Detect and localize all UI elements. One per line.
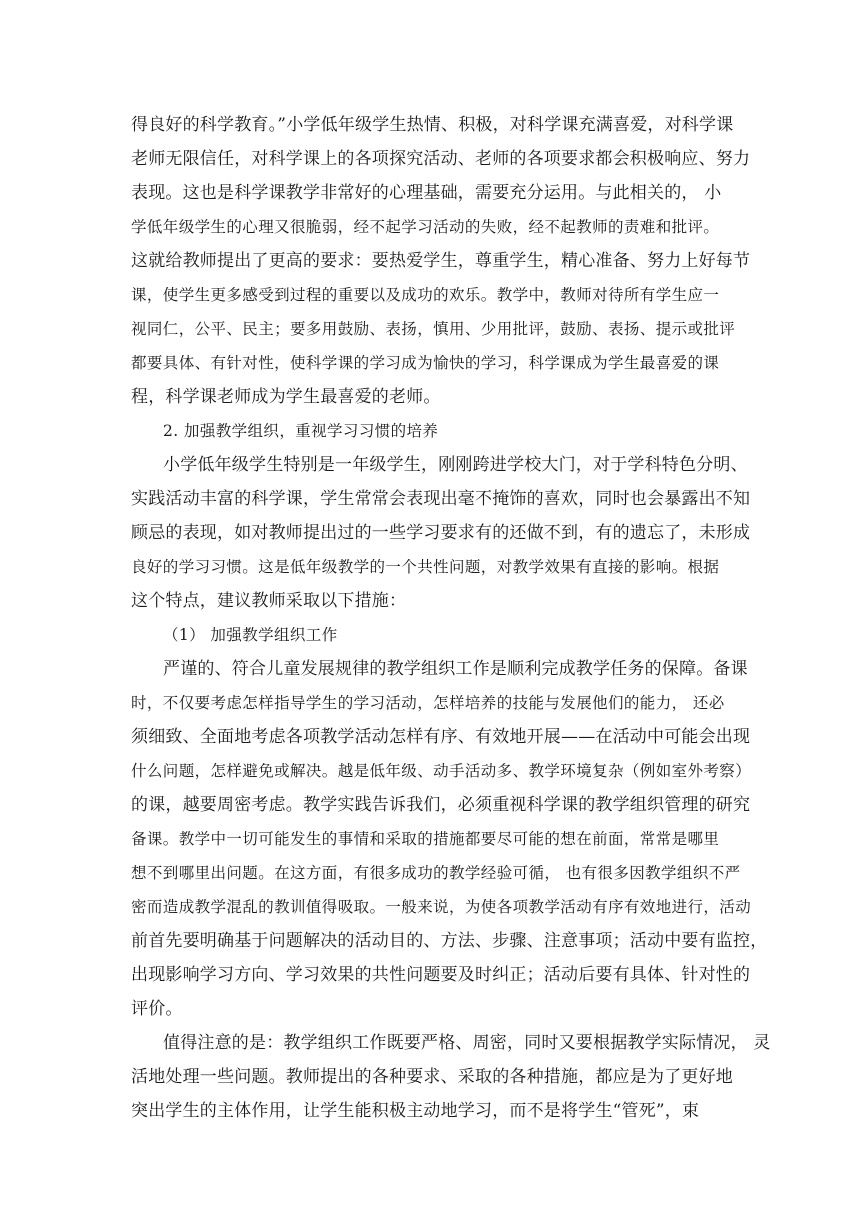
text-line: 表现。这也是科学课教学非常好的心理基础，需要充分运用。与此相关的， 小 [131, 183, 722, 203]
text-line: 得良好的科学教育。”小学低年级学生热情、积极，对科学课充满喜爱，对科学课 [131, 115, 734, 135]
text-line: 良好的学习习惯。这是低年级教学的一个共性问题，对教学效果有直接的影响。根据 [131, 558, 720, 576]
text-line: 值得注意的是：教学组织工作既要严格、周密，同时又要根据教学实际情况， 灵 [163, 1033, 771, 1053]
text-line: 都要具体、有针对性，使科学课的学习成为愉快的学习，科学课成为学生最喜爱的课 [131, 354, 720, 372]
text-line: 突出学生的主体作用，让学生能积极主动地学习，而不是将学生“管死”，束 [131, 1101, 700, 1121]
text-line: 活地处理一些问题。教师提出的各种要求、采取的各种措施，都应是为了更好地 [131, 1067, 733, 1087]
text-line: 严谨的、符合儿童发展规律的教学组织工作是顺利完成教学任务的保障。备课 [163, 659, 748, 679]
text-line: 前首先要明确基于问题解决的活动目的、方法、步骤、注意事项；活动中要有监控， [131, 931, 768, 951]
subsection-heading: （1） 加强教学组织工作 [163, 626, 338, 644]
text-line: 须细致、全面地考虑各项教学活动怎样有序、有效地开展——在活动中可能会出现 [131, 727, 751, 747]
text-line: 时，不仅要考虑怎样指导学生的学习活动，怎样培养的技能与发展他们的能力， 还必 [131, 694, 725, 712]
text-line: 评价。 [131, 999, 183, 1019]
text-line: 想不到哪里出问题。在这方面，有很多成功的教学经验可循， 也有很多因教学组织不严 [131, 864, 741, 882]
text-line: 这个特点，建议教师采取以下措施： [131, 591, 407, 611]
text-line: 课，使学生更多感受到过程的重要以及成功的欢乐。教学中，教师对待所有学生应一 [131, 286, 720, 304]
text-line: 程，科学课老师成为学生最喜爱的老师。 [131, 387, 441, 407]
text-line: 实践活动丰富的科学课，学生常常会表现出毫不掩饰的喜欢，同时也会暴露出不知 [131, 489, 751, 509]
text-line: 学低年级学生的心理又很脆弱，经不起学习活动的失败，经不起教师的责难和批评。 [131, 218, 720, 236]
text-line: 视同仁，公平、民主；要多用鼓励、表扬，慎用、少用批评，鼓励、表扬、提示或批评 [131, 320, 736, 338]
text-line: 出现影响学习方向、学习效果的共性问题要及时纠正；活动后要有具体、针对性的 [131, 965, 751, 985]
text-line: 什么问题，怎样避免或解决。越是低年级、动手活动多、教学环境复杂（例如室外考察） [131, 762, 752, 780]
text-line: 老师无限信任，对科学课上的各项探究活动、老师的各项要求都会积极响应、努力 [131, 149, 751, 169]
text-line: 小学低年级学生特别是一年级学生，刚刚跨进学校大门，对于学科特色分明、 [163, 455, 748, 475]
text-line: 顾忌的表现，如对教师提出过的一些学习要求有的还做不到，有的遗忘了，未形成 [131, 523, 751, 543]
text-line: 备课。教学中一切可能发生的事情和采取的措施都要尽可能的想在前面，常常是哪里 [131, 830, 720, 848]
section-heading: 2. 加强教学组织，重视学习习惯的培养 [163, 422, 439, 440]
text-line: 密而造成教学混乱的教训值得吸取。一般来说，为使各项教学活动有序有效地进行，活动 [131, 898, 752, 916]
text-line: 这就给教师提出了更高的要求：要热爱学生，尊重学生，精心准备、努力上好每节 [131, 251, 751, 271]
text-line: 的课，越要周密考虑。教学实践告诉我们，必须重视科学课的教学组织管理的研究 [131, 795, 751, 815]
